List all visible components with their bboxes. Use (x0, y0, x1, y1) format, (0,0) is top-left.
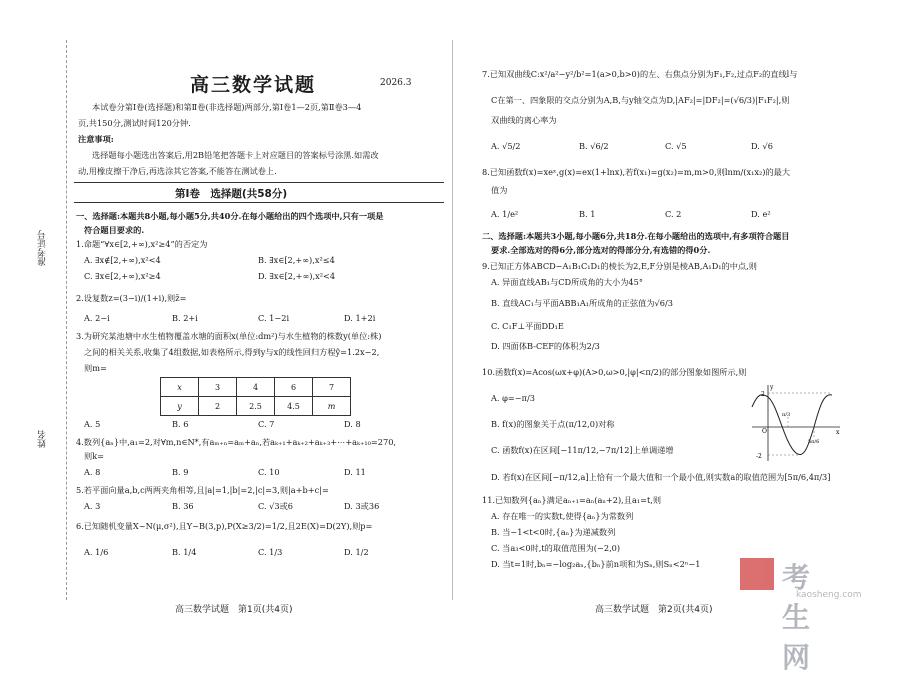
q1-option-d: D. ∃x∈[2,+∞),x²<4 (258, 271, 336, 281)
part1-instruction-1: 一、选择题:本题共8小题,每小题5分,共40分.在每小题给出的四个选项中,只有一项是 (76, 211, 384, 221)
q1-option-b: B. ∃x∈[2,+∞),x²≤4 (258, 255, 335, 265)
binding-line (66, 40, 67, 600)
section-rule-bottom (74, 202, 444, 203)
q10-option-c: C. 函数f(x)在区间[−11π/12,−7π/12]上单调递增 (491, 445, 674, 455)
table-row (161, 378, 351, 397)
q5-option-a: A. 3 (84, 501, 101, 511)
q8-line-1: 8.已知函数f(x)=xeˣ,g(x)=ex(1+lnx),若f(x₁)=g(x₂)=m,m>0,则lnm/(x₁x₂)的最大 (482, 167, 791, 177)
x1-label: π/3 (782, 412, 791, 418)
q3-option-c: C. 7 (258, 419, 275, 429)
q4-line-2: 则k= (84, 451, 105, 461)
q8-line-2: 值为 (491, 185, 508, 195)
q5-option-d: D. 3或36 (344, 501, 380, 511)
table-cell: 6 (275, 378, 313, 397)
q5-option-b: B. 36 (172, 501, 194, 511)
q3-data-table (160, 377, 351, 416)
y-axis-label: y (770, 384, 774, 391)
q2-option-c: C. 1−2i (258, 313, 290, 323)
q6-option-a: A. 1/6 (84, 547, 109, 557)
table-cell: 3 (199, 378, 237, 397)
logo-text: 考生网 (782, 561, 813, 674)
q8-option-d: D. e² (751, 209, 771, 219)
q7-line-2: C在第一、四象限的交点分别为A,B,与y轴交点为D,|AF₂|=|DF₂|=(√6/3)|F₁F₂|,则 (491, 95, 790, 105)
x-axis-label: x (836, 429, 840, 436)
intro-line-1: 本试卷分第Ⅰ卷(选择题)和第Ⅱ卷(非选择题)两部分,第Ⅰ卷1—2页,第Ⅱ卷3—4 (92, 102, 362, 112)
q4-option-b: B. 9 (172, 467, 189, 477)
q9-option-d: D. 四面体B-CEF的体积为2/3 (491, 341, 600, 351)
part1-instruction-2: 符合题目要求的. (84, 225, 145, 235)
q2-option-b: B. 2+i (172, 313, 198, 323)
table-cell: 2.5 (237, 397, 275, 416)
section-rule-top (74, 182, 444, 183)
part2-instruction-2: 要求.全部选对的得6分,部分选对的得部分分,有选错的得0分. (491, 245, 711, 255)
q4-option-d: D. 11 (344, 467, 366, 477)
q1-option-a: A. ∃x∉[2,+∞),x²<4 (84, 255, 161, 265)
table-cell: m (313, 397, 351, 416)
q3-option-d: D. 8 (344, 419, 361, 429)
q7-option-b: B. √6/2 (579, 141, 609, 151)
notes-heading: 注意事项: (78, 134, 114, 144)
q9-option-b: B. 直线AC₁与平面ABB₁A₁所成角的正弦值为√6/3 (491, 298, 673, 308)
q6-option-d: D. 1/2 (344, 547, 369, 557)
q11-option-d: D. 当t=1时,bₙ=−log₂aₙ,{bₙ}前n项和为Sₙ,则Sₙ<2ⁿ−1 (491, 559, 701, 569)
page-title: 高三数学试题 (190, 74, 317, 96)
q5-option-c: C. √3或6 (258, 501, 294, 511)
notes-line-1: 选择题每小题选出答案后,用2B铅笔把答题卡上对应题目的答案标号涂黑.如需改 (92, 150, 379, 160)
q4-option-c: C. 10 (258, 467, 280, 477)
footer-left: 高三数学试题 第1页(共4页) (175, 605, 293, 615)
q2-stem: 2.设复数z=(3−i)/(1+i),则z̄= (76, 293, 187, 303)
q6-stem: 6.已知随机变量X~N(μ,σ²),且Y~B(3,p),P(X≥3/2)=1/2,且2E(X)=D(2Y),则p= (76, 521, 373, 531)
notes-line-2: 动,用橡皮擦干净后,再选涂其它答案,不能答在测试卷上. (78, 166, 277, 176)
q7-option-d: D. √6 (751, 141, 773, 151)
q11-option-a: A. 存在唯一的实数t,使得{aₙ}为常数列 (491, 511, 634, 521)
curve (752, 395, 832, 455)
q2-option-d: D. 1+2i (344, 313, 376, 323)
q6-option-c: C. 1/3 (258, 547, 283, 557)
q10-line-1: 10.函数f(x)=Acos(ωx+φ)(A>0,ω>0,|φ|<π/2)的部分图象如图所示,则 (482, 367, 747, 377)
q9-line-1: 9.已知正方体ABCD−A₁B₁C₁D₁的棱长为2,E,F分别是棱AB,A₁D₁的中点,则 (482, 261, 757, 271)
exam-number-label: 准考证号 (38, 230, 48, 266)
origin-label: O (762, 428, 767, 435)
q6-option-b: B. 1/4 (172, 547, 197, 557)
ymax-label: 2 (761, 391, 765, 398)
q10-option-d: D. 若f(x)在区间[−π/12,a]上恰有一个最大值和一个最小值,则实数a的取值范围为[5π/6,4π/3] (491, 472, 831, 482)
q7-option-a: A. √5/2 (491, 141, 521, 151)
cosine-graph (748, 383, 844, 463)
table-cell: 4 (237, 378, 275, 397)
section-title: 第Ⅰ卷 选择题(共58分) (175, 188, 288, 200)
q7-line-1: 7.已知双曲线C:x²/a²−y²/b²=1(a>0,b>0)的左、右焦点分别为F₁,F₂,过点F₂的直线l与 (482, 69, 798, 79)
q11-option-c: C. 当a₃<0时,t的取值范围为(−2,0) (491, 543, 621, 553)
part2-instruction-1: 二、选择题:本题共3小题,每小题6分,共18分.在每小题给出的选项中,有多项符合题目 (482, 231, 790, 241)
q11-line-1: 11.已知数列{aₙ}满足aₙ₊₁=aₙ(aₙ+2),且a₁=t,则 (482, 495, 662, 505)
q9-option-a: A. 异面直线AB₁与CD所成角的大小为45° (491, 277, 643, 287)
footer-right: 高三数学试题 第2页(共4页) (595, 605, 713, 615)
q11-option-b: B. 当−1<t<0时,{aₙ}为递减数列 (491, 527, 616, 537)
q4-line-1: 4.数列{aₙ}中,a₁=2,对∀m,n∈N*,有aₘ₊ₙ=aₘ+aₙ,若aₖ₊₁+aₖ₊₂+aₖ₊₃+⋯+aₖ₊₁₀=270, (76, 437, 397, 447)
q5-stem: 5.若平面向量a,b,c两两夹角相等,且|a|=1,|b|=2,|c|=3,则|a+b+c|= (76, 485, 329, 495)
table-cell: y (161, 397, 199, 416)
table-cell: 2 (199, 397, 237, 416)
q7-option-c: C. √5 (665, 141, 687, 151)
q1-option-c: C. ∃x∈[2,+∞),x²≥4 (84, 271, 161, 281)
q10-option-a: A. φ=−π/3 (491, 393, 535, 403)
intro-line-2: 页,共150分,测试时间120分钟. (78, 118, 191, 128)
q3-line-3: 则m= (84, 363, 107, 373)
q8-option-a: A. 1/e² (491, 209, 519, 219)
exam-date: 2026.3 (380, 78, 412, 88)
column-divider (452, 40, 453, 600)
q2-option-a: A. 2−i (84, 313, 110, 323)
q10-option-b: B. f(x)的图象关于点(π/12,0)对称 (491, 419, 615, 429)
q3-line-1: 3.为研究某池塘中水生植物覆盖水塘的面积x(单位:dm²)与水生植物的株数y(单位:株) (76, 331, 382, 341)
table-cell: 7 (313, 378, 351, 397)
page-right (455, 0, 900, 628)
q9-option-c: C. C₁F⊥平面DD₁E (491, 321, 564, 331)
name-label: 姓名 (38, 430, 48, 448)
ymin-label: -2 (756, 453, 762, 460)
logo-icon (740, 558, 774, 590)
x2-label: 5π/6 (808, 439, 820, 445)
table-cell: x (161, 378, 199, 397)
logo-url: kaosheng.com (796, 590, 862, 600)
page-left (0, 0, 450, 628)
q8-option-b: B. 1 (579, 209, 596, 219)
table-row (161, 397, 351, 416)
table-cell: 4.5 (275, 397, 313, 416)
q1-stem: 1.命题“∀x∈[2,+∞),x²≥4”的否定为 (76, 239, 208, 249)
q3-option-a: A. 5 (84, 419, 101, 429)
q8-option-c: C. 2 (665, 209, 682, 219)
q3-line-2: 之间的相关关系,收集了4组数据,如表格所示,得到y与x的线性回归方程ŷ=1.2x−2, (84, 347, 380, 357)
q3-option-b: B. 6 (172, 419, 189, 429)
q4-option-a: A. 8 (84, 467, 101, 477)
q7-line-3: 双曲线的离心率为 (491, 115, 557, 125)
